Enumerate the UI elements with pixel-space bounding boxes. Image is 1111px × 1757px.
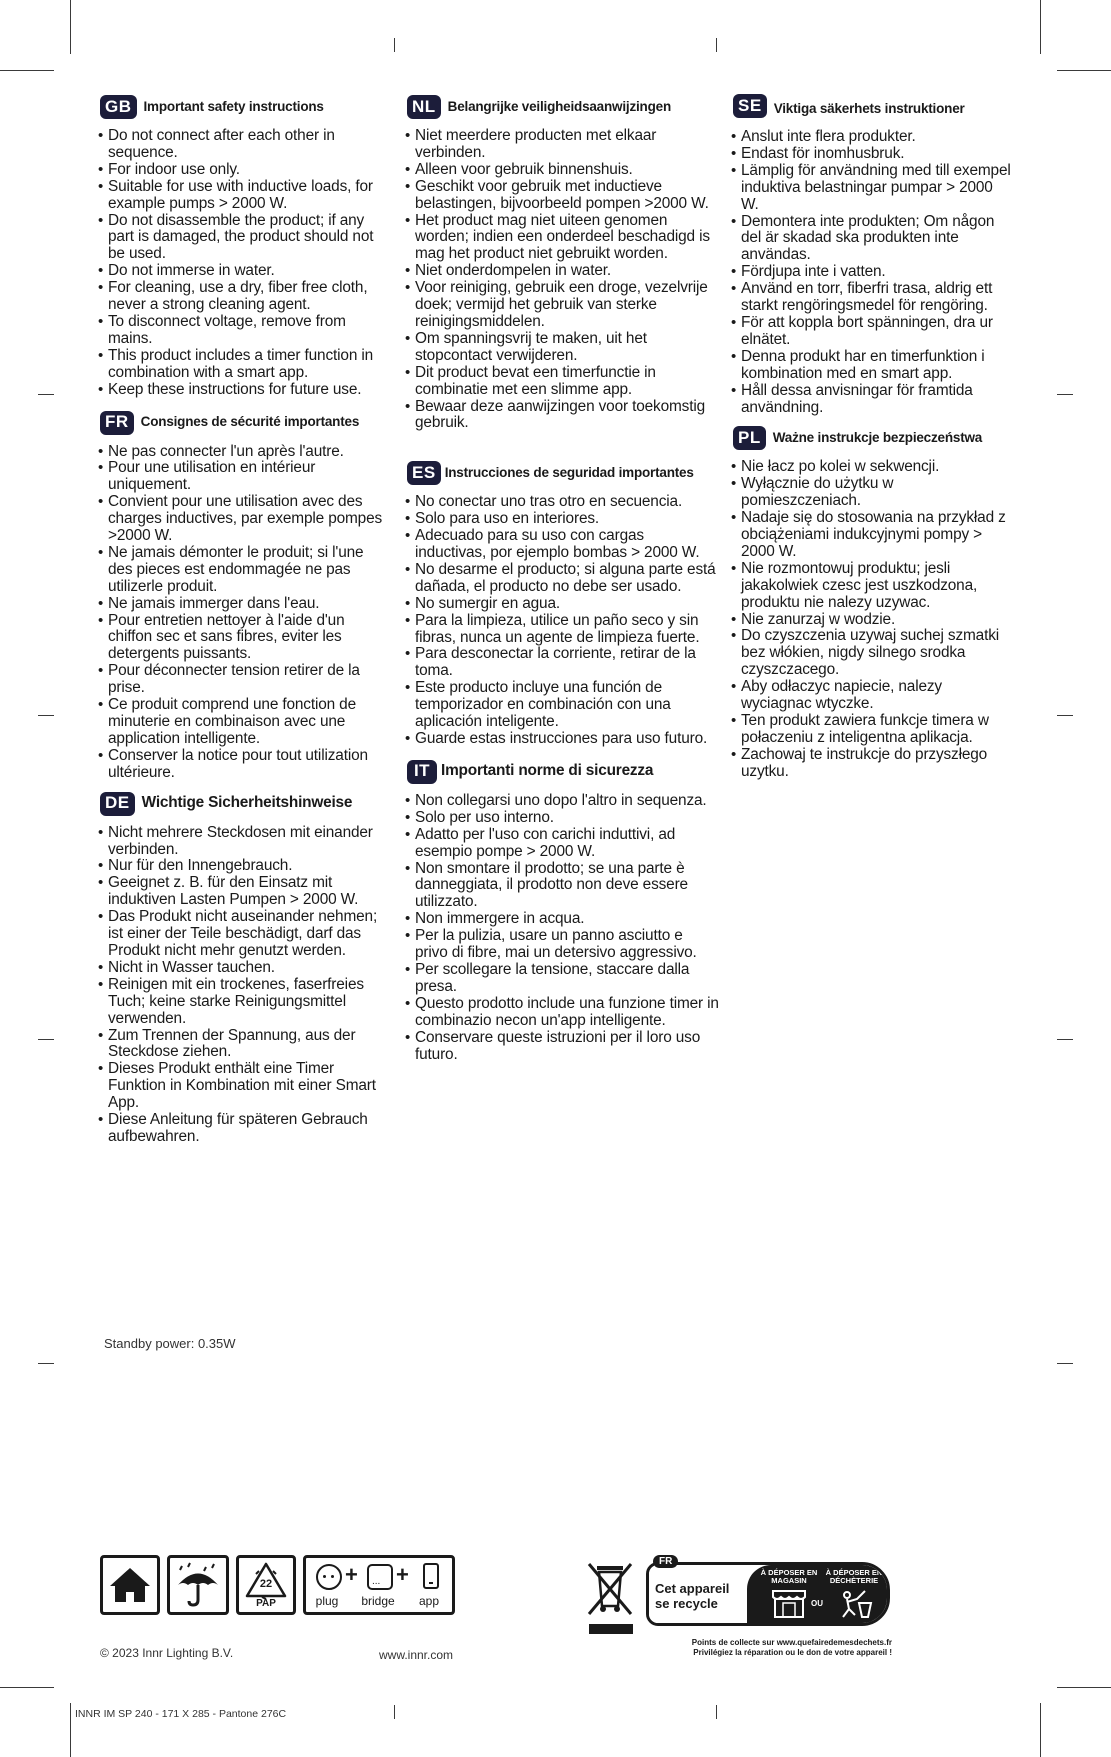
list-item: • Adecuado para su uso con cargas inductivas, por ejemplo bombas > 2000 W.	[407, 528, 719, 562]
section-pl	[733, 425, 1013, 780]
indoor-use-icon-box	[100, 1555, 160, 1615]
language-badge-se: SE	[733, 94, 767, 118]
list-item: • Denna produkt har en timerfunktion i kombination med en smart app.	[733, 349, 1013, 383]
instruction-list-fr	[100, 444, 390, 782]
list-item: • Ce produit comprend une fonction de minuterie en combinaison avec une application intelligente.	[100, 697, 390, 748]
crop-mark	[1057, 1687, 1111, 1688]
crop-mark	[1040, 1703, 1041, 1757]
umbrella-icon	[170, 1558, 226, 1612]
bridge-icon: ...	[367, 1564, 393, 1590]
list-item: • Dit product bevat een timerfunctie in combinatie met een slimme app.	[407, 365, 719, 399]
triman-dark-area	[747, 1565, 890, 1623]
crop-mark	[1057, 394, 1073, 395]
list-item: • Nicht in Wasser tauchen.	[100, 960, 390, 977]
list-item: • Niet onderdompelen in water.	[407, 263, 719, 280]
list-item: • Endast för inomhusbruk.	[733, 146, 1013, 163]
list-item: • Das Produkt nicht auseinander nehmen; ist einer der Teile beschädigt, darf das Produkt nicht mehr genutzt werden.	[100, 909, 390, 960]
section-title-fr: Consignes de sécurité importantes	[140, 414, 360, 430]
section-de	[100, 791, 390, 1146]
list-item: • Conservare queste istruzioni per il loro uso futuro.	[407, 1030, 719, 1064]
section-header	[407, 460, 719, 486]
list-item: • Nie rozmontowuj produktu; jesli jakakolwiek czesc jest uszkodzona, produktu nie nalezy uzywac.	[733, 561, 1013, 612]
list-item: • Voor reiniging, gebruik een droge, vezelvrije doek; vermijd het gebruik van sterke reinigingsmiddelen.	[407, 280, 719, 331]
list-item: • Este producto incluye una función de temporizador en combinación con una aplicación inteligente.	[407, 680, 719, 731]
website: www.innr.com	[379, 1648, 454, 1662]
list-item: • Zachowaj te instrukcje do przyszłego uzytku.	[733, 747, 1013, 781]
crop-mark	[1057, 70, 1111, 71]
list-item: • No sumergir en agua.	[407, 596, 719, 613]
list-item: • Fördjupa inte i vatten.	[733, 264, 1013, 281]
crop-mark	[0, 70, 54, 71]
list-item: • Wyłącznie do użytku w pomieszczeniach.	[733, 476, 1013, 510]
section-header	[733, 425, 1013, 451]
crop-mark	[1040, 0, 1041, 54]
instruction-list-gb	[100, 128, 390, 399]
recycle-code-icon-box	[236, 1555, 296, 1615]
list-item: • Nie zanurzaj w wodzie.	[733, 612, 1013, 629]
list-item: • Nur für den Innengebrauch.	[100, 858, 390, 875]
list-item: • Reinigen mit ein trockenes, faserfreies Tuch; keine starke Reinigungsmittel verwenden.	[100, 977, 390, 1028]
list-item: • Nadaje się do stosowania na przykład z obciążeniami indukcyjnymi pompy > 2000 W.	[733, 510, 1013, 561]
instruction-list-es	[407, 494, 719, 748]
list-item: • No conectar uno tras otro en secuencia.	[407, 494, 719, 511]
phone-icon	[423, 1563, 439, 1589]
section-title-pl: Ważne instrukcje bezpieczeństwa	[772, 429, 983, 445]
column-2	[407, 94, 719, 1063]
list-item: • Ne jamais immerger dans l'eau.	[100, 596, 390, 613]
crop-mark	[394, 1705, 395, 1719]
copyright: © 2023 Innr Lighting B.V.	[100, 1646, 234, 1660]
language-badge-de: DE	[100, 792, 135, 816]
list-item: • Lämplig för användning med till exempel induktiva belastningar pumpar > 2000 W.	[733, 163, 1013, 214]
section-header	[100, 94, 390, 120]
recycle-number: 22	[259, 1578, 273, 1590]
list-item: • För att koppla bort spänningen, dra ur elnätet.	[733, 315, 1013, 349]
list-item: • Para la limpieza, utilice un paño seco y sin fibras, nunca un agente de limpieza fuerte.	[407, 613, 719, 647]
language-badge-es: ES	[407, 461, 441, 485]
section-header	[100, 410, 390, 436]
list-item: • Ten produkt zawiera funkcje timera w połaczeniu z inteligentna aplikacja.	[733, 713, 1013, 747]
list-item: • Om spanningsvrij te maken, uit het stopcontact verwijderen.	[407, 331, 719, 365]
plus-icon: +	[396, 1562, 409, 1587]
instruction-list-de	[100, 825, 390, 1146]
list-item: • Pour entretien nettoyer à l'aide d'un chiffon sec et sans fibres, eviter les detergents puissants.	[100, 613, 390, 664]
list-item: • For cleaning, use a dry, fiber free cloth, never a strong cleaning agent.	[100, 280, 390, 314]
list-item: • Aby odłaczyc napiecie, nalezy wyciagnac wtyczke.	[733, 679, 1013, 713]
section-title-se: Viktiga säkerhets instruktioner	[773, 100, 965, 116]
section-title-it: Importanti norme di sicurezza	[441, 762, 654, 780]
list-item: • Suitable for use with inductive loads, for example pumps > 2000 W.	[100, 179, 390, 213]
list-item: • Solo para uso en interiores.	[407, 511, 719, 528]
language-badge-gb: GB	[100, 95, 137, 119]
plug-bridge-app-box	[303, 1555, 455, 1615]
list-item: • Geschikt voor gebruik met inductieve belastingen, bijvoorbeeld pompen >2000 W.	[407, 179, 719, 213]
triman-recycle-panel	[646, 1562, 890, 1626]
keep-dry-icon-box	[167, 1555, 229, 1615]
store-label: À DÉPOSER EN MAGASIN	[760, 1568, 818, 1585]
list-item: • This product includes a timer function in combination with a smart app.	[100, 348, 390, 382]
list-item: • Dieses Produkt enthält eine Timer Funktion in Kombination mit einer Smart App.	[100, 1061, 390, 1112]
column-1	[100, 94, 390, 1146]
crop-mark	[38, 1363, 54, 1364]
section-fr	[100, 410, 390, 782]
crop-mark	[1057, 715, 1073, 716]
column-3	[733, 93, 1013, 781]
plug-icon	[316, 1564, 342, 1590]
list-item: • Convient pour une utilisation avec des charges inductives, par exemple pompes >2000 W.	[100, 494, 390, 545]
list-item: • No desarme el producto; si alguna parte está dañada, el producto no debe ser usado.	[407, 562, 719, 596]
list-item: • Per la pulizia, usare un panno asciutto e privo di fibre, mai un detersivo aggressivo.	[407, 928, 719, 962]
section-nl	[407, 94, 719, 432]
list-item: • Niet meerdere producten met elkaar verbinden.	[407, 128, 719, 162]
triman-fr-badge: FR	[653, 1555, 678, 1568]
list-item: • Bewaar deze aanwijzingen voor toekomstig gebruik.	[407, 399, 719, 433]
section-it	[407, 759, 719, 1064]
list-item: • Solo per uso interno.	[407, 810, 719, 827]
print-info: INNR IM SP 240 - 171 X 285 - Pantone 276C	[75, 1708, 287, 1720]
instruction-list-nl	[407, 128, 719, 432]
list-item: • Zum Trennen der Spannung, aus der Steckdose ziehen.	[100, 1028, 390, 1062]
section-header	[733, 93, 1013, 119]
section-title-gb: Important safety instructions	[143, 98, 324, 114]
section-title-nl: Belangrijke veiligheidsaanwijzingen	[447, 98, 671, 114]
list-item: • Använd en torr, fiberfri trasa, aldrig ett starkt rengöringsmedel för rengöring.	[733, 281, 1013, 315]
list-item: • Diese Anleitung für späteren Gebrauch aufbewahren.	[100, 1112, 390, 1146]
triman-line2: se recycle	[655, 1596, 718, 1611]
instruction-list-pl	[733, 459, 1013, 780]
list-item: • Het product mag niet uiteen genomen worden; indien een onderdeel beschadigd is mag het product niet gebruikt worden.	[407, 213, 719, 264]
list-item: • Keep these instructions for future use.	[100, 382, 390, 399]
app-label: app	[418, 1594, 440, 1608]
list-item: • Non smontare il prodotto; se una parte è danneggiata, il prodotto non deve essere utilizzato.	[407, 861, 719, 912]
list-item: • Para desconectar la corriente, retirar de la toma.	[407, 646, 719, 680]
list-item: • Demontera inte produkten; Om någon del är skadad ska produkten inte användas.	[733, 214, 1013, 265]
list-item: • Adatto per l'uso con carichi induttivi, ad esempio pompe > 2000 W.	[407, 827, 719, 861]
list-item: • Non immergere in acqua.	[407, 911, 719, 928]
triman-footer-line1: Points de collecte sur www.quefairedemesdechets.fr	[691, 1638, 892, 1647]
list-item: • Geeignet z. B. für den Einsatz mit induktiven Lasten Pumpen > 2000 W.	[100, 875, 390, 909]
crop-mark	[38, 715, 54, 716]
list-item: • Questo prodotto include una funzione timer in combinazio necon un'app intelligente.	[407, 996, 719, 1030]
list-item: • Do czyszczenia uzywaj suchej szmatki bez włókien, nigdy silnego srodka czyszczacego.	[733, 628, 1013, 679]
list-item: • Ne pas connecter l'un après l'autre.	[100, 444, 390, 461]
instruction-list-it	[407, 793, 719, 1064]
list-item: • Per scollegare la tensione, staccare dalla presa.	[407, 962, 719, 996]
list-item: • Håll dessa anvisningar för framtida användning.	[733, 383, 1013, 417]
triman-line1: Cet appareil	[655, 1581, 730, 1596]
bridge-label: bridge	[361, 1594, 395, 1608]
section-header	[407, 94, 719, 120]
crop-mark	[38, 394, 54, 395]
list-item: • For indoor use only.	[100, 162, 390, 179]
language-badge-it: IT	[407, 760, 437, 784]
crop-mark	[1057, 1363, 1073, 1364]
section-header	[407, 759, 719, 785]
language-badge-pl: PL	[733, 426, 766, 450]
list-item: • Anslut inte flera produkter.	[733, 129, 1013, 146]
list-item: • Ne jamais démonter le produit; si l'une des pieces est endommagée ne pas utilizerle produit.	[100, 545, 390, 596]
crop-mark	[394, 38, 395, 52]
list-item: • Pour une utilisation en intérieur uniquement.	[100, 460, 390, 494]
weee-crossed-bin-icon	[583, 1556, 639, 1636]
section-title-de: Wichtige Sicherheitshinweise	[141, 794, 353, 812]
list-item: • Alleen voor gebruik binnenshuis.	[407, 162, 719, 179]
dechet-label: À DÉPOSER EN DÉCHÈTERIE	[825, 1568, 883, 1585]
ou-label: OU	[811, 1599, 823, 1608]
crop-mark	[1057, 1039, 1073, 1040]
crop-mark	[0, 1687, 54, 1688]
list-item: • Pour déconnecter tension retirer de la prise.	[100, 663, 390, 697]
language-badge-nl: NL	[407, 95, 441, 119]
triman-footer-line2: Privilégiez la réparation ou le don de votre appareil !	[693, 1648, 892, 1657]
crop-mark	[70, 0, 71, 54]
dechet-icon	[835, 1587, 875, 1619]
triman-info-area	[649, 1565, 747, 1623]
list-item: • Do not connect after each other in sequence.	[100, 128, 390, 162]
list-item: • Nicht mehrere Steckdosen mit einander verbinden.	[100, 825, 390, 859]
section-title-es: Instrucciones de seguridad importantes	[444, 464, 694, 480]
section-es	[407, 460, 719, 748]
section-se	[733, 93, 1013, 416]
plus-icon: +	[345, 1562, 358, 1587]
plug-label: plug	[315, 1594, 339, 1608]
list-item: • Nie łacz po kolei w sekwencji.	[733, 459, 1013, 476]
store-icon	[769, 1587, 809, 1619]
house-icon	[103, 1558, 157, 1612]
language-badge-fr: FR	[100, 411, 134, 435]
list-item: • Non collegarsi uno dopo l'altro in sequenza.	[407, 793, 719, 810]
crop-mark	[70, 1703, 71, 1757]
list-item: • Conserver la notice pour tout utilization ultérieure.	[100, 748, 390, 782]
crop-mark	[716, 38, 717, 52]
crop-mark	[38, 1039, 54, 1040]
standby-power: Standby power: 0.35W	[104, 1336, 236, 1351]
list-item: • Do not immerse in water.	[100, 263, 390, 280]
section-header	[100, 791, 390, 817]
recycle-label: PAP	[256, 1598, 276, 1609]
list-item: • Guarde estas instrucciones para uso futuro.	[407, 731, 719, 748]
crop-mark	[716, 1705, 717, 1719]
list-item: • Do not disassemble the product; if any part is damaged, the product should not be used.	[100, 213, 390, 264]
list-item: • To disconnect voltage, remove from mains.	[100, 314, 390, 348]
section-gb	[100, 94, 390, 399]
instruction-list-se	[733, 129, 1013, 416]
